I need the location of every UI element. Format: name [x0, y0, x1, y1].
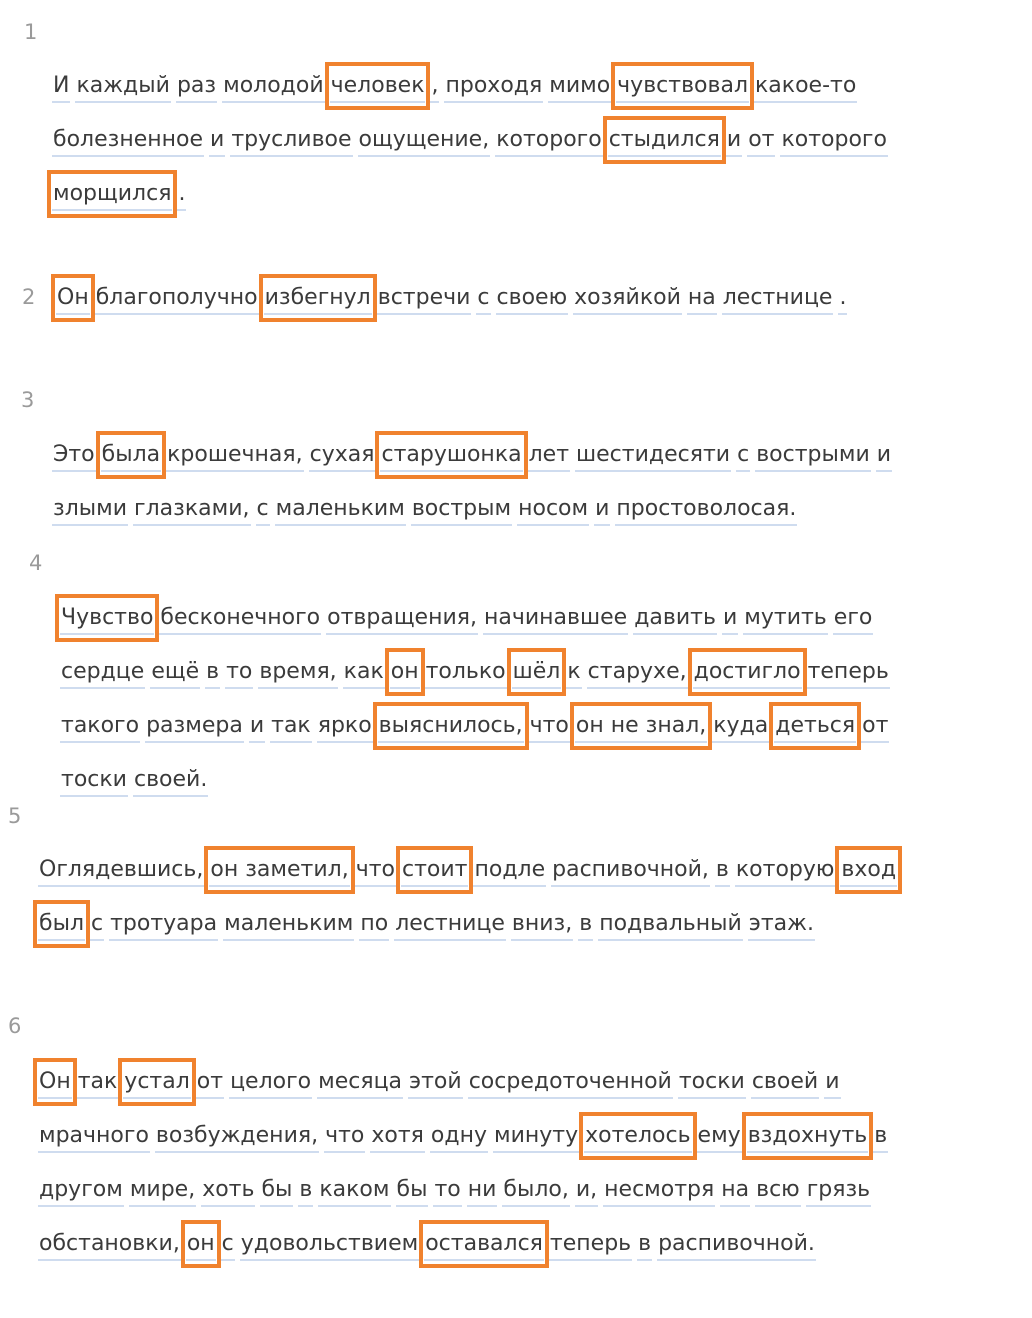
word[interactable]: подвальный [598, 909, 743, 941]
word[interactable]: глазками, [133, 494, 250, 526]
word[interactable]: Оглядевшись, [38, 855, 204, 887]
paragraph-number: 6 [8, 1014, 22, 1038]
highlighted-word[interactable]: Чувство [60, 603, 154, 635]
word[interactable]: ощущение, [358, 125, 491, 157]
word[interactable]: целого [229, 1067, 312, 1099]
highlighted-word[interactable]: он [186, 1229, 216, 1261]
paragraph-number: 2 [22, 285, 36, 309]
word[interactable]: распивочной, [551, 855, 710, 887]
word[interactable]: куда [712, 711, 769, 743]
text-line [60, 652, 895, 692]
word[interactable]: в [578, 909, 593, 941]
word[interactable]: в [873, 1121, 888, 1153]
word[interactable]: проходя [444, 71, 543, 103]
highlighted-word[interactable]: чувствовал [616, 71, 749, 103]
word[interactable]: встречи [377, 283, 472, 315]
word[interactable]: месяца [317, 1067, 403, 1099]
word[interactable]: простоволосая. [615, 494, 797, 526]
word[interactable]: этаж. [748, 909, 815, 941]
word[interactable]: одну [430, 1121, 488, 1153]
word[interactable]: что [324, 1121, 365, 1153]
word[interactable]: болезненное [52, 125, 204, 157]
word[interactable]: сухая [309, 440, 376, 472]
word[interactable]: теперь [549, 1229, 632, 1261]
paragraph-number: 5 [8, 804, 22, 828]
word[interactable]: минуту [493, 1121, 579, 1153]
word[interactable]: теперь [807, 657, 890, 689]
highlighted-word[interactable]: человек [330, 71, 426, 103]
text-line [52, 66, 862, 106]
word[interactable]: этой [408, 1067, 463, 1099]
word[interactable]: бы [260, 1175, 293, 1207]
word[interactable]: несмотря [603, 1175, 715, 1207]
word[interactable]: тоски [60, 765, 128, 797]
word[interactable]: И [52, 71, 70, 103]
word[interactable]: только [425, 657, 507, 689]
word[interactable]: лестнице [722, 283, 834, 315]
word[interactable]: мутить [743, 603, 828, 635]
word[interactable]: крошечная, [166, 440, 303, 472]
text-line [38, 850, 902, 890]
word[interactable]: Это [52, 440, 96, 472]
word[interactable]: мимо [548, 71, 611, 103]
word[interactable]: старухе, [587, 657, 688, 689]
word[interactable]: и, [575, 1175, 598, 1207]
word[interactable]: какое-то [754, 71, 857, 103]
word[interactable]: что [355, 855, 396, 887]
word[interactable]: так [77, 1067, 119, 1099]
word[interactable]: и [594, 494, 610, 526]
word[interactable]: от [861, 711, 889, 743]
highlighted-word[interactable]: был [38, 909, 85, 941]
text-line [60, 598, 878, 638]
word[interactable]: вниз, [511, 909, 573, 941]
word[interactable]: с [256, 494, 270, 526]
text-line [52, 174, 191, 214]
text-line [38, 1170, 876, 1210]
highlighted-word[interactable]: он [390, 657, 420, 689]
word[interactable]: носом [517, 494, 589, 526]
word[interactable]: ему [697, 1121, 742, 1153]
word[interactable]: обстановки, [38, 1229, 181, 1261]
text-line [60, 706, 894, 746]
word[interactable]: по [359, 909, 389, 941]
word[interactable]: давить [633, 603, 717, 635]
word[interactable]: вострыми [755, 440, 871, 472]
word[interactable]: было, [502, 1175, 569, 1207]
highlighted-word[interactable]: избегнул [264, 283, 372, 315]
word[interactable]: другом [38, 1175, 124, 1207]
word[interactable]: в [637, 1229, 652, 1261]
word[interactable]: на [720, 1175, 750, 1207]
word[interactable]: вострым [411, 494, 512, 526]
word[interactable]: отвращения, [326, 603, 478, 635]
highlighted-word[interactable]: морщился [52, 179, 172, 211]
word[interactable]: злыми [52, 494, 128, 526]
text-line [38, 1062, 846, 1102]
word[interactable]: ещё [150, 657, 200, 689]
word[interactable]: возбуждения, [155, 1121, 319, 1153]
highlighted-word[interactable]: Он [56, 283, 90, 315]
word[interactable]: в [298, 1175, 313, 1207]
word[interactable]: удовольствием [240, 1229, 419, 1261]
word[interactable]: каждый [75, 71, 170, 103]
highlighted-word[interactable]: шёл [512, 657, 562, 689]
highlighted-word[interactable]: деться [774, 711, 856, 743]
word[interactable]: сердце [60, 657, 145, 689]
word[interactable]: хозяйкой [573, 283, 682, 315]
word[interactable]: маленьким [223, 909, 354, 941]
paragraph-number: 4 [29, 551, 43, 575]
text-line [60, 760, 213, 800]
word[interactable]: мире, [129, 1175, 196, 1207]
word[interactable]: подле [473, 855, 546, 887]
word[interactable]: в [205, 657, 220, 689]
highlighted-word[interactable]: стоит [401, 855, 468, 887]
word[interactable]: своей [751, 1067, 819, 1099]
word[interactable]: своею [496, 283, 569, 315]
word[interactable]: бы [396, 1175, 429, 1207]
word[interactable]: то [433, 1175, 461, 1207]
word[interactable]: . [838, 283, 847, 315]
word[interactable]: с [221, 1229, 235, 1261]
word[interactable]: молодой [222, 71, 325, 103]
word[interactable]: шестидесяти [575, 440, 731, 472]
word[interactable]: с [476, 283, 490, 315]
word[interactable]: как [343, 657, 385, 689]
highlighted-word[interactable]: достигло [693, 657, 802, 689]
word[interactable]: такого [60, 711, 140, 743]
word[interactable]: которого [495, 125, 602, 157]
word[interactable]: с [736, 440, 750, 472]
word[interactable]: от [196, 1067, 224, 1099]
highlighted-word[interactable]: оставался [424, 1229, 544, 1261]
word[interactable]: и [209, 125, 225, 157]
word[interactable]: которого [780, 125, 887, 157]
text-line [52, 120, 893, 160]
word[interactable]: всю [755, 1175, 801, 1207]
word[interactable]: и [249, 711, 265, 743]
word[interactable]: размера [145, 711, 244, 743]
word[interactable]: грязь [806, 1175, 871, 1207]
word[interactable]: так [270, 711, 312, 743]
highlighted-word[interactable]: он заметил, [209, 855, 349, 887]
word[interactable]: от [747, 125, 775, 157]
paragraph-number: 1 [24, 20, 38, 44]
word[interactable]: которую [735, 855, 836, 887]
word[interactable]: , [430, 71, 439, 103]
word[interactable]: тоски [678, 1067, 746, 1099]
word[interactable]: время, [258, 657, 337, 689]
word[interactable]: на [687, 283, 717, 315]
text-line [52, 435, 897, 475]
text-line [56, 278, 852, 318]
word[interactable]: трусливое [230, 125, 352, 157]
word[interactable]: и [876, 440, 892, 472]
word[interactable]: хотя [370, 1121, 425, 1153]
highlighted-word[interactable]: вход [840, 855, 897, 887]
word[interactable]: распивочной. [657, 1229, 816, 1261]
word[interactable]: и [722, 603, 738, 635]
highlighted-word[interactable]: выяснилось, [378, 711, 524, 743]
word[interactable]: бесконечного [159, 603, 321, 635]
highlighted-word[interactable]: Он [38, 1067, 72, 1099]
text-line [38, 904, 820, 944]
highlighted-word[interactable]: вздохнуть [747, 1121, 869, 1153]
word[interactable]: в [715, 855, 730, 887]
word[interactable]: лестнице [394, 909, 506, 941]
word[interactable]: к [566, 657, 581, 689]
word[interactable]: ни [467, 1175, 498, 1207]
word[interactable]: каком [318, 1175, 390, 1207]
text-line [52, 489, 802, 529]
highlighted-word[interactable]: стыдился [608, 125, 721, 157]
word[interactable]: хоть [201, 1175, 255, 1207]
word[interactable]: ярко [317, 711, 373, 743]
word[interactable]: маленьким [275, 494, 406, 526]
word[interactable]: своей. [133, 765, 208, 797]
word[interactable]: . [177, 179, 186, 211]
word[interactable]: и [726, 125, 742, 157]
word[interactable]: то [225, 657, 253, 689]
word[interactable]: с [90, 909, 104, 941]
text-line [38, 1116, 893, 1156]
highlighted-word[interactable]: старушонка [380, 440, 522, 472]
word[interactable]: и [824, 1067, 840, 1099]
word[interactable]: начинавшее [483, 603, 628, 635]
word[interactable]: что [529, 711, 570, 743]
highlighted-word[interactable]: он не знал, [575, 711, 707, 743]
word[interactable]: сосредоточенной [468, 1067, 673, 1099]
text-line [38, 1224, 821, 1264]
word[interactable]: тротуара [109, 909, 218, 941]
highlighted-word[interactable]: устал [123, 1067, 190, 1099]
highlighted-word[interactable]: была [101, 440, 161, 472]
word[interactable]: его [833, 603, 874, 635]
highlighted-word[interactable]: хотелось [584, 1121, 691, 1153]
word[interactable]: благополучно [95, 283, 259, 315]
word[interactable]: раз [176, 71, 217, 103]
paragraph-number: 3 [21, 388, 35, 412]
word[interactable]: лет [528, 440, 570, 472]
word[interactable]: мрачного [38, 1121, 150, 1153]
